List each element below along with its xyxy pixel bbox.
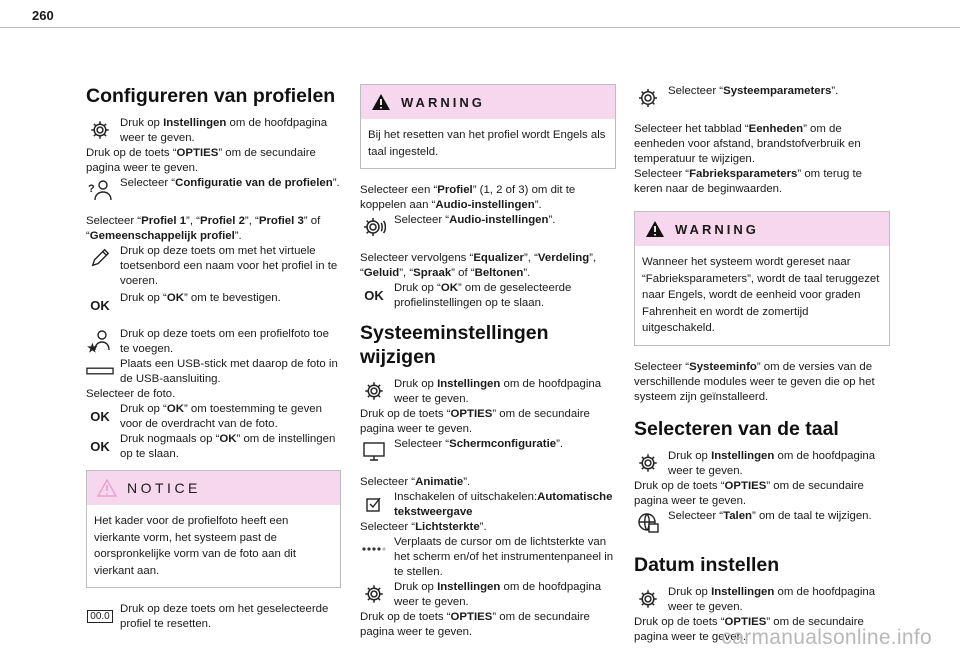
- gear-icon: [360, 580, 388, 608]
- step-languages: Selecteer “Talen” om de taal te wijzigen.: [634, 509, 890, 539]
- warning-body: Bij het resetten van het profiel wordt Engels als taal ingesteld.: [368, 129, 606, 158]
- step-system-params: Selecteer “Systeemparameters”.: [634, 84, 890, 114]
- page-number: 260: [32, 8, 54, 23]
- text-select-profile: Selecteer “Profiel 1”, “Profiel 2”, “Profiel 3” of “Gemeenschappelijk profiel”.: [86, 215, 321, 242]
- notice-box: [86, 470, 341, 588]
- heading-date: Datum instellen: [634, 553, 780, 576]
- svg-text:★: ★: [87, 341, 98, 354]
- step-usb: Plaats een USB-stick met daarop de foto in de USB-aansluiting.: [86, 357, 341, 387]
- heading-language: Selecteren van de taal: [634, 417, 839, 440]
- brightness-slider-icon: [360, 535, 388, 563]
- heading-configure-profiles: Configureren van profielen: [86, 85, 336, 107]
- system-params-icon: [634, 84, 662, 112]
- column-system-settings: [360, 84, 616, 640]
- step-settings: Druk op Instellingen om de hoofdpagina weer te geven.: [86, 116, 341, 146]
- step-settings-3: Druk op Instellingen om de hoofdpagina weer te geven.: [360, 580, 616, 610]
- text-select-brightness: Selecteer “Lichtsterkte”.: [360, 521, 487, 533]
- text-options-date: Druk op de toets “OPTIES” om de secundaire pagina weer te geven.: [634, 615, 864, 643]
- step-ok-profile-settings: OK Druk op “OK” om de geselecteerde profielinstellingen op te slaan.: [360, 281, 616, 311]
- step-keyboard: Druk op deze toets om met het virtuele toetsenbord een naam voor het profiel in te voeren.: [86, 244, 341, 289]
- ok-icon: OK: [90, 438, 110, 454]
- text-select-photo: Selecteer de foto.: [86, 388, 176, 400]
- text-select-animation: Selecteer “Animatie”.: [360, 476, 471, 488]
- text-options: Druk op de toets “OPTIES” om de secundaire pagina weer te geven.: [86, 147, 316, 174]
- ok-icon: OK: [364, 287, 384, 303]
- gear-icon: [634, 449, 662, 477]
- step-ok-confirm: OK Druk op “OK” om te bevestigen.: [86, 291, 341, 319]
- step-settings-2: Druk op Instellingen om de hoofdpagina weer te geven.: [360, 377, 616, 407]
- warning-triangle-icon: [645, 220, 665, 238]
- warning-triangle-icon: [371, 93, 391, 111]
- column-profiles: [86, 80, 341, 632]
- text-units: Selecteer het tabblad “Eenheden” om de eenheden voor afstand, brandstofverbruik en temperatuur te wijzigen.: [634, 123, 861, 165]
- heading-system-settings: Systeeminstellingen wijzigen: [360, 322, 549, 368]
- checkbox-icon: [360, 490, 388, 518]
- profile-config-icon: [86, 176, 114, 204]
- language-icon: [634, 509, 662, 537]
- notice-title: NOTICE: [127, 479, 201, 496]
- warning-triangle-icon: [97, 479, 117, 497]
- screen-icon: [360, 437, 388, 465]
- step-ok-transfer: OK Druk op “OK” om toestemming te geven voor de overdracht van de foto.: [86, 402, 341, 432]
- gear-icon: [86, 116, 114, 144]
- svg-text:?: ?: [88, 183, 95, 195]
- step-settings-lang: Druk op Instellingen om de hoofdpagina weer te geven.: [634, 449, 890, 479]
- text-options-lang: Druk op de toets “OPTIES” om de secundaire pagina weer te geven.: [634, 479, 864, 507]
- text-options-2: Druk op de toets “OPTIES” om de secundaire pagina weer te geven.: [360, 408, 590, 435]
- step-screen-config: Selecteer “Schermconfiguratie”.: [360, 437, 616, 467]
- header-divider: [0, 27, 960, 28]
- warning-box-2: [634, 211, 890, 346]
- warning-body: Wanneer het systeem wordt gereset naar “Fabrieksparameters”, wordt de taal teruggezet naar Engels, wordt de eenheid voor graden Fahrenheit en wordt de zomertijd uitgeschakeld.: [642, 256, 880, 334]
- text-select-equalizer: Selecteer vervolgens “Equalizer”, “Verdeling”, “Geluid”, “Spraak” of “Beltonen”.: [360, 252, 597, 279]
- warning-title: WARNING: [401, 94, 485, 110]
- step-settings-date: Druk op Instellingen om de hoofdpagina weer te geven.: [634, 585, 890, 615]
- reset-icon: 00.0: [86, 602, 114, 630]
- step-audio-settings: Selecteer “Audio-instellingen”.: [360, 213, 616, 243]
- warning-title: WARNING: [675, 221, 759, 237]
- watermark: carmanualsonline.info: [721, 626, 932, 649]
- pencil-icon: [86, 244, 114, 272]
- gear-icon: [634, 585, 662, 613]
- column-system-params: [634, 84, 890, 645]
- text-select-profile-audio: Selecteer een “Profiel” (1, 2 of 3) om dit te koppelen aan “Audio-instellingen”.: [360, 184, 576, 211]
- ok-icon: OK: [90, 297, 110, 313]
- audio-settings-icon: [360, 213, 388, 241]
- step-add-photo: ★ Druk op deze toets om een profielfoto toe te voegen.: [87, 328, 329, 355]
- step-auto-text: Inschakelen of uitschakelen:Automatische tekstweergave: [360, 490, 616, 520]
- text-system-info: Selecteer “Systeeminfo” om de versies van de verschillende modules weer te geven die op het systeem zijn geïnstalleerd.: [634, 360, 875, 403]
- ok-icon: OK: [90, 408, 110, 424]
- gear-icon: [360, 377, 388, 405]
- usb-icon: [86, 357, 114, 385]
- warning-box: [360, 84, 616, 169]
- profile-photo-icon: [86, 327, 114, 355]
- text-options-3: Druk op de toets “OPTIES” om de secundaire pagina weer te geven.: [360, 611, 590, 638]
- step-ok-save: OK Druk nogmaals op “OK” om de instellingen op te slaan.: [86, 432, 341, 462]
- step-brightness-slider: Verplaats de cursor om de lichtsterkte van het scherm en/of het instrumentenpaneel in te stellen.: [360, 535, 616, 580]
- notice-body: Het kader voor de profielfoto heeft een vierkante vorm, het systeem past de oorspronkelijke vorm van de foto aan dit vierkant aan.: [94, 515, 296, 577]
- step-profile-config: ? Selecteer “Configuratie van de profielen”.: [86, 176, 341, 206]
- step-reset-profile: 00.0 Druk op deze toets om het geselecteerde profiel te resetten.: [86, 602, 341, 632]
- text-factory: Selecteer “Fabrieksparameters” om terug te keren naar de beginwaarden.: [634, 168, 862, 195]
